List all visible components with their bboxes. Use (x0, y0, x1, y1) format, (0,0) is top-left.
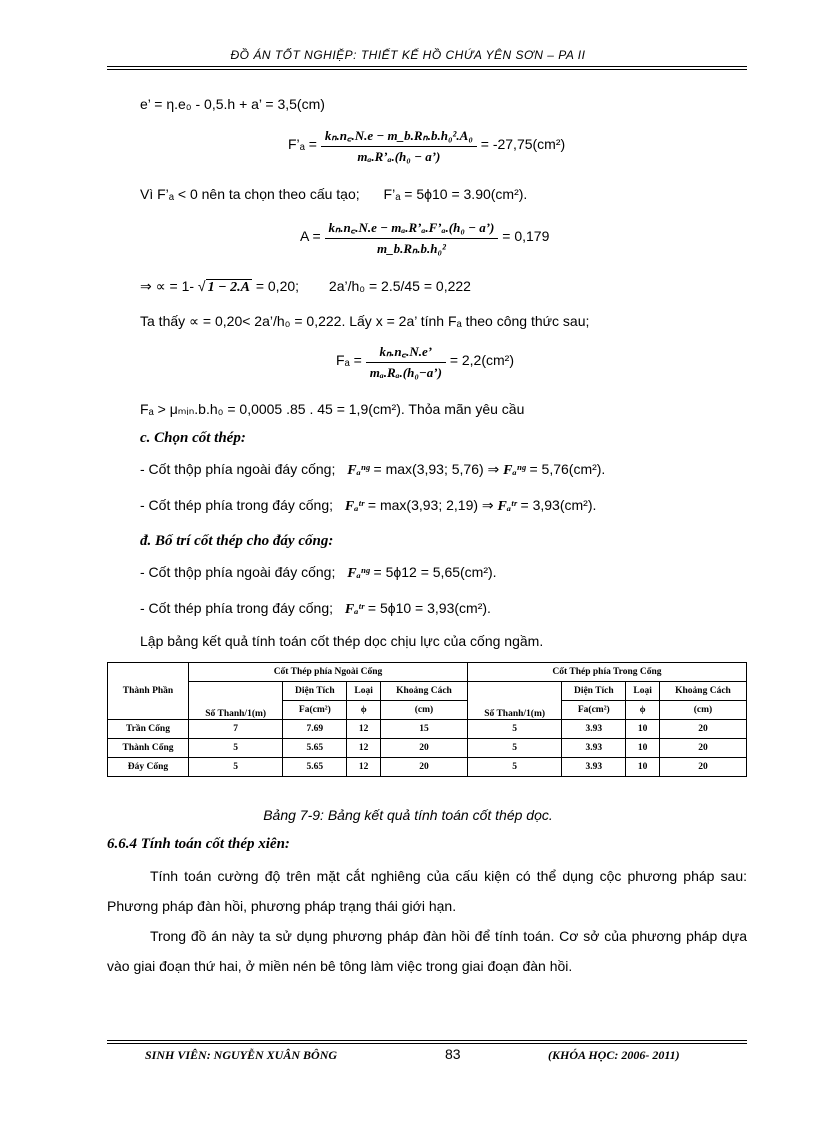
footer-course: (KHÓA HỌC: 2006- 2011) (548, 1048, 680, 1062)
cell: 20 (659, 720, 746, 739)
header-inner-group: Cốt Thép phía Trong Cống (467, 663, 746, 682)
table-header-row (108, 682, 747, 701)
cell: 3.93 (562, 739, 626, 758)
line-prefix: - Cốt thép phía trong đáy cống; (140, 600, 334, 616)
cell: 5 (467, 758, 561, 777)
arrange-outer (140, 564, 497, 582)
header-type-unit: ϕ (347, 701, 381, 720)
line-mid: = max(3,93; 2,19) ⇒ (367, 497, 494, 513)
cell: 5 (467, 720, 561, 739)
cell: 12 (347, 720, 381, 739)
cell-component: Đáy Cống (108, 758, 189, 777)
line-end: = 5,76(cm²). (529, 461, 606, 477)
header-spacing: Khoảng Cách (380, 682, 467, 701)
header-spacing: Khoảng Cách (659, 682, 746, 701)
choose-inner (140, 497, 596, 515)
eq-numerator: kₙ.n꜀.N.e − mₐ.R’ₐ.F’ₐ.(h₀ − a’) (325, 218, 499, 239)
line-mid: = max(3,93; 5,76) ⇒ (373, 461, 500, 477)
results-table (107, 662, 747, 777)
cell: 10 (626, 739, 660, 758)
symbol: Fₐⁿᵍ (347, 463, 370, 478)
header-area: Diện Tích (562, 682, 626, 701)
symbol: Fₐⁿᵍ (347, 566, 370, 581)
eq-denominator: mₐ.R’ₐ.(h₀ − a’) (357, 149, 441, 164)
section-title: 6.6.4 Tính toán cốt thép xiên: (107, 836, 290, 852)
header-type-unit: ϕ (626, 701, 660, 720)
line-end: = 3,93(cm²). (520, 497, 597, 513)
header-outer-group: Cốt Thép phía Ngoài Cống (189, 663, 468, 682)
cell: 7 (189, 720, 283, 739)
eq-lhs: Fₐ = (336, 352, 362, 369)
cell: 3.93 (562, 720, 626, 739)
equation-fa-prime (288, 126, 565, 165)
section-d-title: đ. Bố trí cốt thép cho đáy cống: (140, 533, 334, 549)
eq-rhs: = 0,179 (502, 228, 550, 245)
paragraph-1: Tính toán cường độ trên mặt cắt nghiêng của cấu kiện có thể dụng cộc phương pháp sau: Phương pháp đàn hồi, phương pháp trạng thái giới hạn. (107, 868, 747, 914)
footer-student: SINH VIÊN: NGUYỄN XUÂN BÔNG (145, 1048, 338, 1062)
equation-compare: Ta thấy ∝ = 0,20< 2a’/h₀ = 0,222. Lấy x = 2a’ tính Fₐ theo công thức sau; (140, 313, 590, 329)
equation-fa (336, 342, 514, 381)
line-prefix: - Cốt thộp phía ngoài đáy cống; (140, 564, 336, 580)
cell: 12 (347, 739, 381, 758)
cell: 20 (659, 739, 746, 758)
header-area: Diện Tích (283, 682, 347, 701)
symbol-2: Fₐᵗʳ (497, 499, 517, 514)
equation-check: Fₐ > μₘᵢₙ.b.h₀ = 0,0005 .85 . 45 = 1,9(cm²). Thỏa mãn yêu cầu (140, 401, 525, 417)
header-area-unit: Fa(cm²) (562, 701, 626, 720)
cell: 5 (467, 739, 561, 758)
header-spacing-unit: (cm) (380, 701, 467, 720)
line-prefix: - Cốt thép phía trong đáy cống; (140, 497, 334, 513)
header-type: Loại (626, 682, 660, 701)
eq-fraction (321, 126, 477, 165)
cell: 10 (626, 758, 660, 777)
header-spacing-unit: (cm) (659, 701, 746, 720)
cell: 7.69 (283, 720, 347, 739)
eq-post: = 0,20; (255, 278, 300, 294)
header-rule-2 (107, 69, 747, 70)
footer-rule (107, 1040, 747, 1041)
eq-right: 2a’/h₀ = 2.5/45 = 0,222 (328, 278, 471, 294)
header-component: Thành Phần (108, 663, 189, 720)
cell: 20 (659, 758, 746, 777)
cell: 20 (380, 758, 467, 777)
cell: 20 (380, 739, 467, 758)
equation-alpha (140, 278, 471, 296)
eq-fraction (325, 218, 499, 257)
eq-root: 1 − 2.A (207, 280, 250, 295)
table-header-row (108, 663, 747, 682)
table-intro: Lập bảng kết quả tính toán cốt thép dọc chịu lực của cống ngầm. (140, 633, 544, 649)
eq-numerator: kₙ.n꜀.N.e − m_b.Rₙ.b.h₀².A₀ (321, 126, 477, 147)
arrange-inner (140, 600, 491, 618)
eq-denominator: m_b.Rₙ.b.h₀² (377, 241, 446, 256)
table-row (108, 758, 747, 777)
sqrt-icon: √ (197, 278, 206, 294)
cell: 5.65 (283, 739, 347, 758)
eq-denominator: mₐ.Rₐ.(h₀−a’) (369, 365, 442, 380)
equation-e: e’ = η.e₀ - 0,5.h + a’ = 3,5(cm) (140, 96, 325, 112)
line-end: = 5ϕ12 = 5,65(cm²). (373, 564, 497, 580)
table-row (108, 739, 747, 758)
cell: 5 (189, 739, 283, 758)
cell: 12 (347, 758, 381, 777)
section-c-title: c. Chọn cốt thép: (140, 430, 246, 446)
table-caption: Bảng 7-9: Bảng kết quả tính toán cốt thép dọc. (263, 807, 553, 823)
symbol: Fₐᵗʳ (344, 602, 365, 617)
header-bars: Số Thanh/1(m) (467, 682, 561, 720)
eq-rhs: F’ₐ = 5ϕ10 = 3.90(cm²). (383, 186, 528, 202)
symbol-2: Fₐⁿᵍ (503, 463, 526, 478)
symbol: Fₐᵗʳ (344, 499, 365, 514)
cell-component: Trần Cống (108, 720, 189, 739)
cell: 5 (189, 758, 283, 777)
eq-rhs: = 2,2(cm²) (449, 352, 514, 369)
paragraph-2: Trong đồ án này ta sử dụng phương pháp đàn hồi để tính toán. Cơ sở của phương pháp dựa vào giai đoạn thứ hai, ở miền nén bê tông làm việc trong giai đoạn đàn hồi. (107, 928, 747, 974)
line-end: = 5ϕ10 = 3,93(cm²). (367, 600, 491, 616)
cell: 10 (626, 720, 660, 739)
table-row (108, 720, 747, 739)
page-header: ĐỒ ÁN TỐT NGHIỆP: THIẾT KẾ HỒ CHỨA YÊN SƠN – PA II (230, 48, 586, 62)
page-number: 83 (445, 1046, 461, 1062)
equation-choose (140, 186, 527, 202)
footer-rule-2 (107, 1043, 747, 1044)
header-bars: Số Thanh/1(m) (189, 682, 283, 720)
eq-lhs: A = (300, 228, 321, 245)
eq-fraction (366, 342, 446, 381)
eq-rhs: = -27,75(cm²) (480, 136, 566, 153)
cell-component: Thành Cống (108, 739, 189, 758)
eq-text: Vì F’ₐ < 0 nên ta chọn theo cấu tạo; (140, 186, 360, 202)
equation-A (300, 218, 549, 257)
cell: 15 (380, 720, 467, 739)
header-area-unit: Fa(cm²) (283, 701, 347, 720)
header-rule (107, 66, 747, 67)
choose-outer (140, 461, 605, 479)
cell: 3.93 (562, 758, 626, 777)
eq-pre: ⇒ ∝ = 1- (140, 278, 195, 294)
line-prefix: - Cốt thộp phía ngoài đáy cống; (140, 461, 336, 477)
eq-lhs: F’ₐ = (288, 136, 317, 153)
header-type: Loại (347, 682, 381, 701)
cell: 5.65 (283, 758, 347, 777)
eq-numerator: kₙ.n꜀.N.e’ (366, 342, 446, 363)
